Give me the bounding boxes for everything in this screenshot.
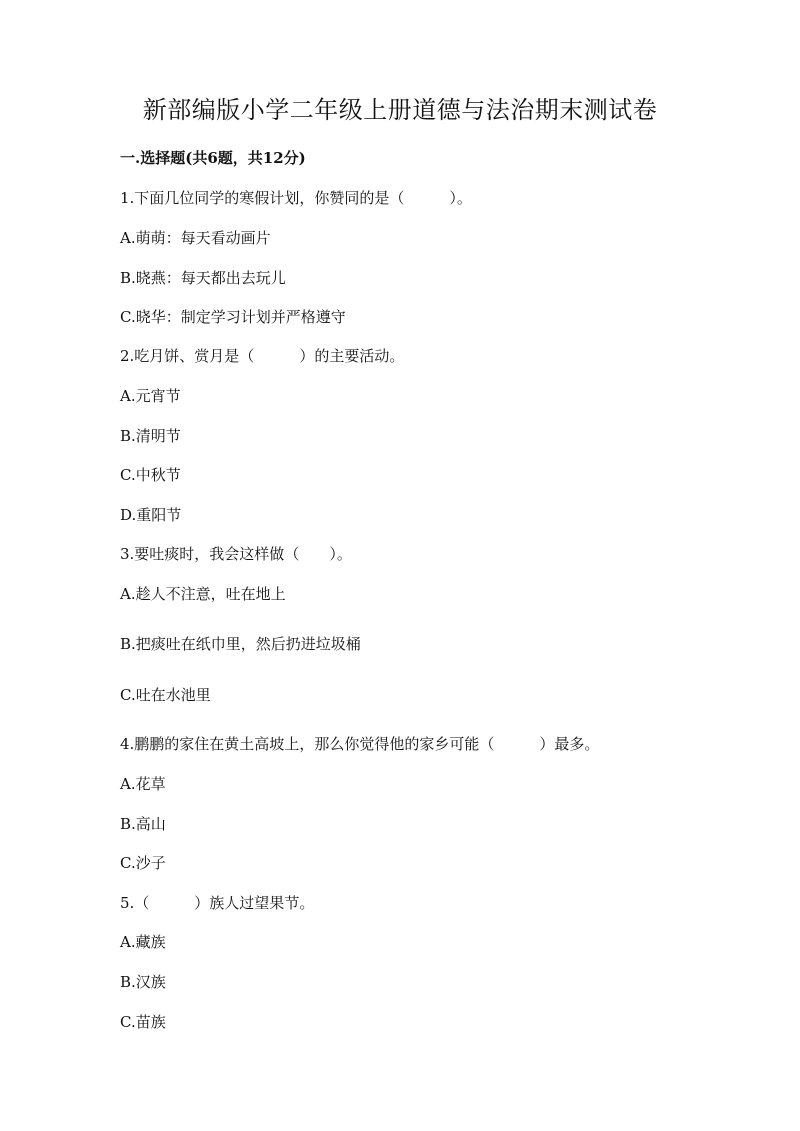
page-title: 新部编版小学二年级上册道德与法治期末测试卷 xyxy=(142,96,658,124)
question-5-option-b: B.汉族 xyxy=(120,973,166,991)
question-5-option-c: C.苗族 xyxy=(120,1013,166,1031)
question-1-option-a: A.萌萌：每天看动画片 xyxy=(120,229,271,247)
question-1-option-c: C.晓华：制定学习计划并严格遵守 xyxy=(120,308,346,326)
question-3-option-b: B.把痰吐在纸巾里，然后扔进垃圾桶 xyxy=(120,635,361,653)
question-5-stem: 5.（ ）族人过望果节。 xyxy=(120,894,315,912)
question-4-option-c: C.沙子 xyxy=(120,854,166,872)
question-2-stem: 2.吃月饼、赏月是（ ）的主要活动。 xyxy=(120,347,405,365)
question-4-stem: 4.鹏鹏的家住在黄土高坡上，那么你觉得他的家乡可能（ ）最多。 xyxy=(120,735,600,753)
question-2-option-b: B.清明节 xyxy=(120,427,181,445)
question-1-option-b: B.晓燕：每天都出去玩儿 xyxy=(120,269,286,287)
section-heading: 一.选择题(共6题，共12分) xyxy=(120,149,306,167)
question-5-option-a: A.藏族 xyxy=(120,933,166,951)
question-4-option-b: B.高山 xyxy=(120,815,166,833)
question-2-option-d: D.重阳节 xyxy=(120,506,182,524)
question-1-stem: 1.下面几位同学的寒假计划，你赞同的是（ ）。 xyxy=(120,189,472,207)
question-4-option-a: A.花草 xyxy=(120,775,166,793)
question-3-stem: 3.要吐痰时，我会这样做（ ）。 xyxy=(120,545,352,563)
question-3-option-a: A.趁人不注意，吐在地上 xyxy=(120,585,286,603)
question-2-option-c: C.中秋节 xyxy=(120,466,181,484)
question-3-option-c: C.吐在水池里 xyxy=(120,686,211,704)
question-2-option-a: A.元宵节 xyxy=(120,387,181,405)
